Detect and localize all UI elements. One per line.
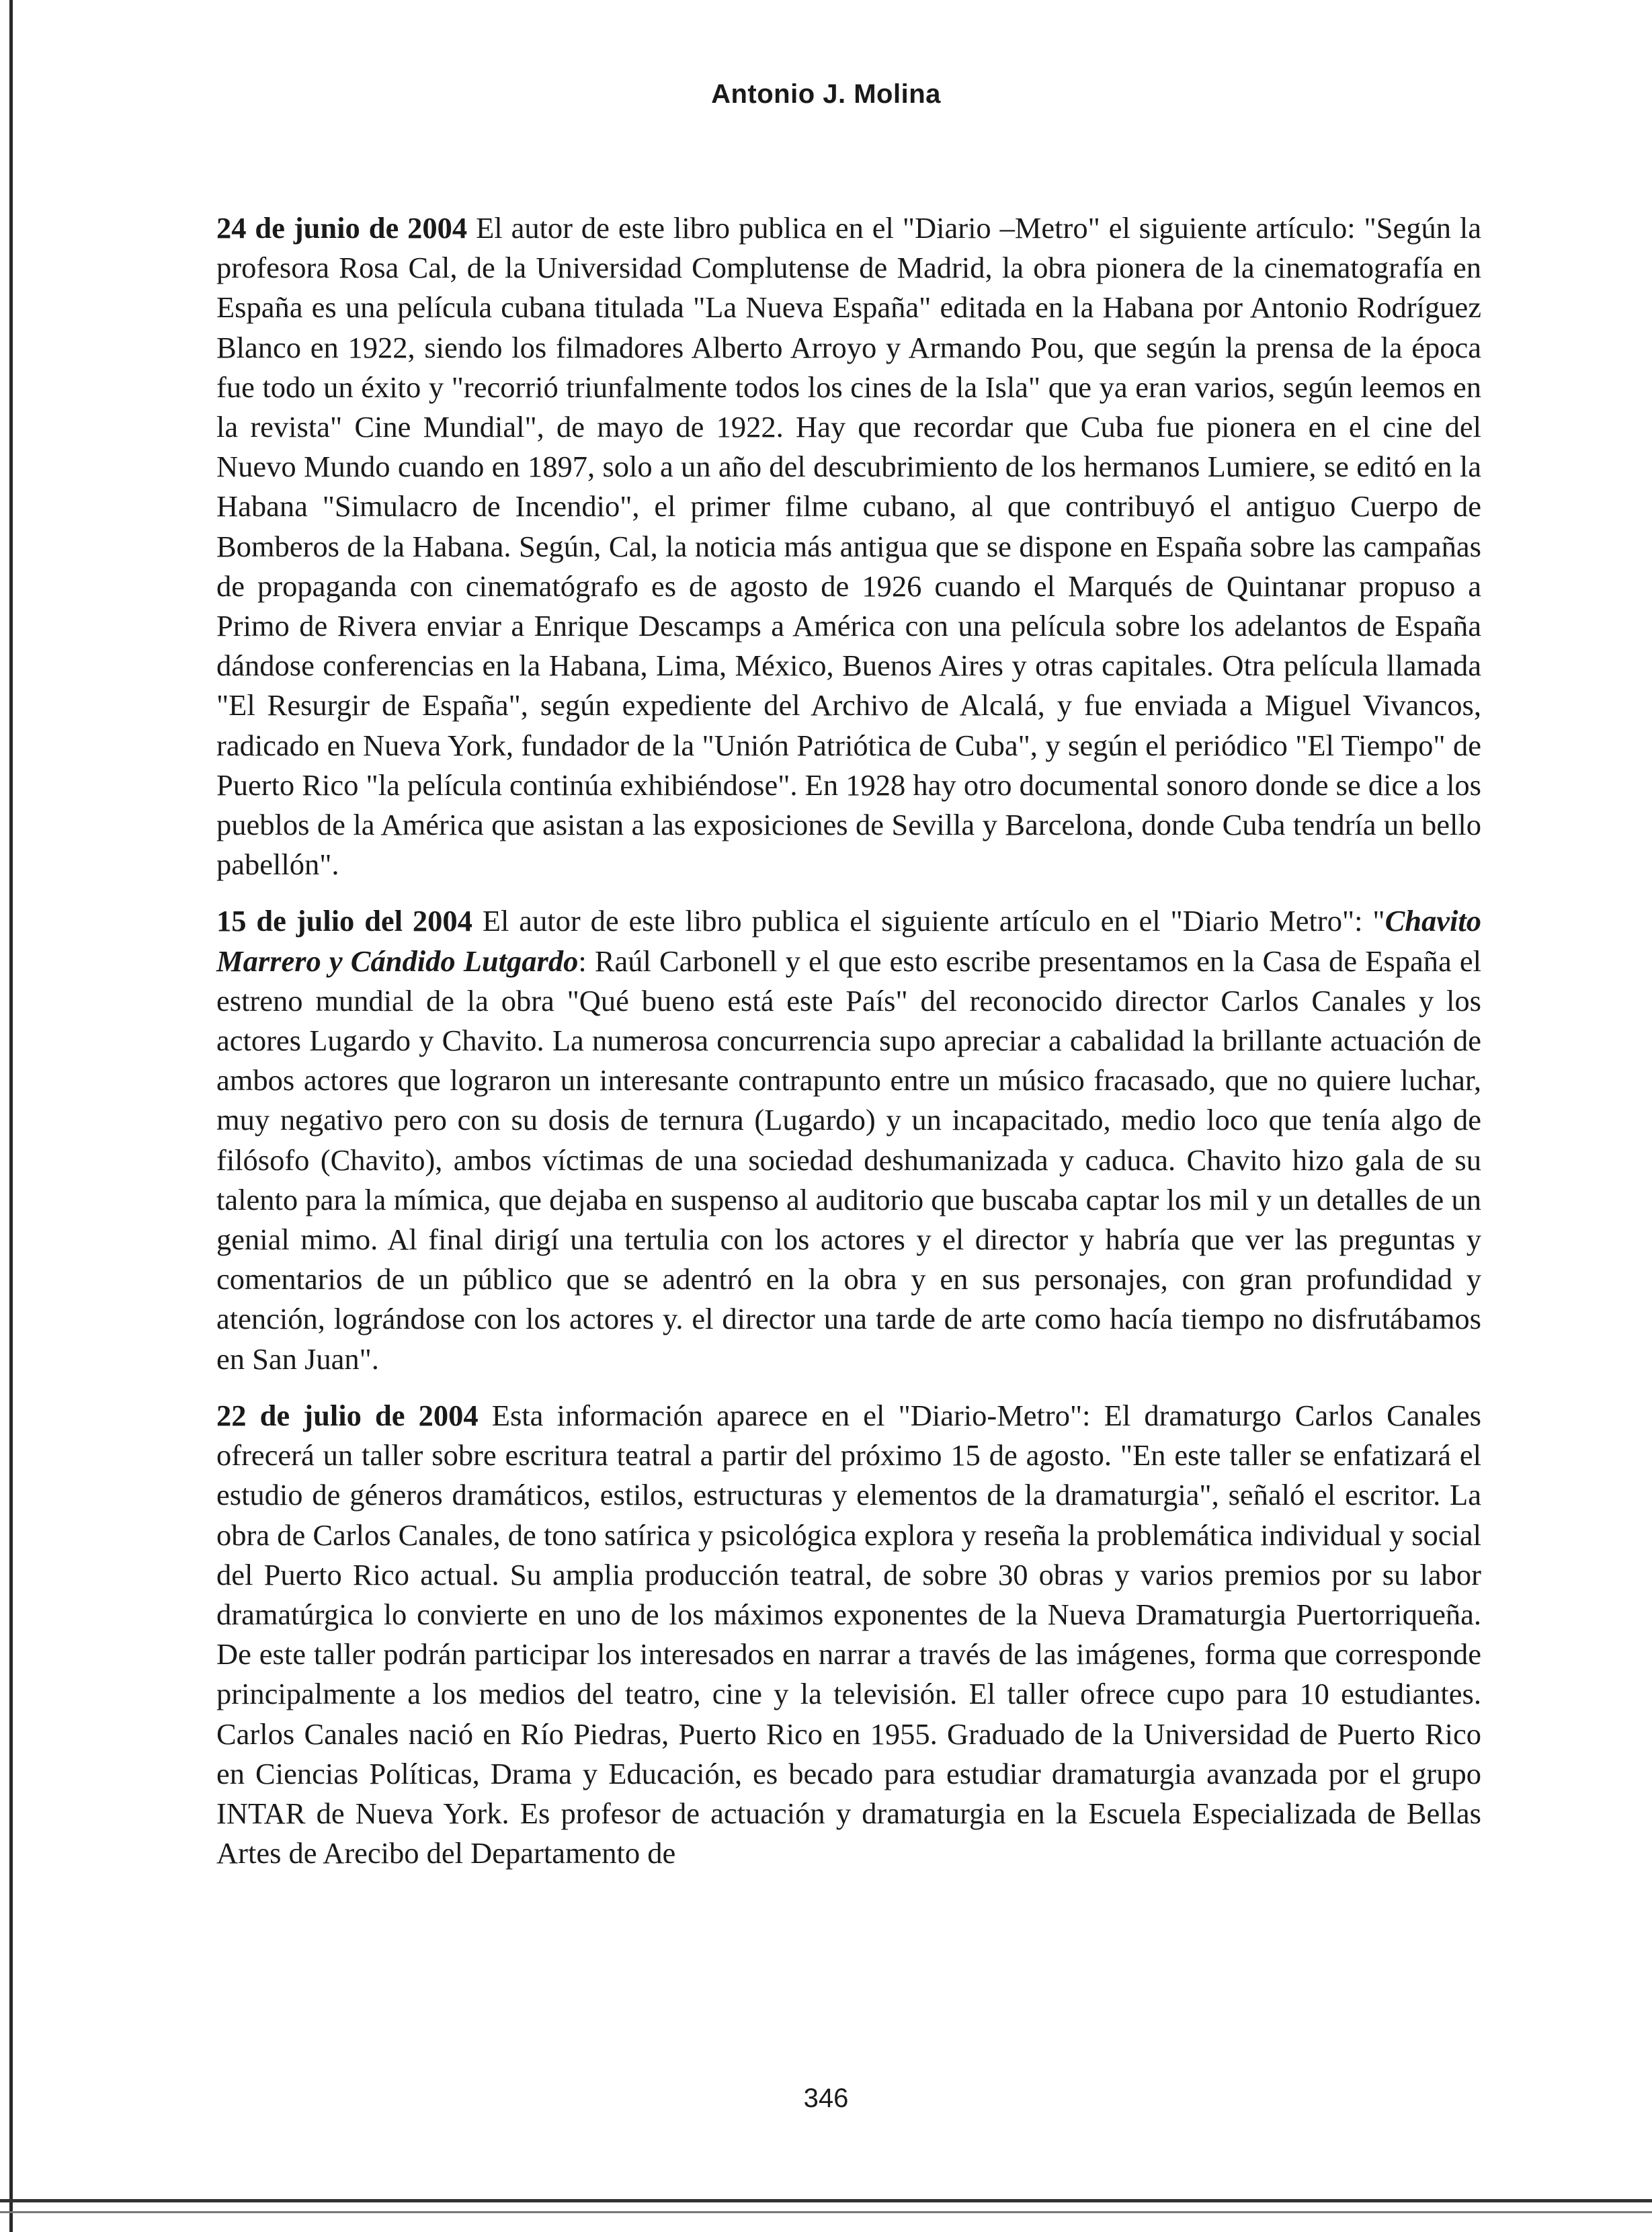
entry-intro: El autor de este libro publica el siguiente artículo en el "Diario Metro": " [482,904,1385,938]
article-title: Chavito Marrero y Cándido Lutgardo [216,904,1481,978]
entry-date: 22 de julio de 2004 [216,1398,479,1432]
entry-paragraph [216,901,1481,1378]
entry-paragraph [216,208,1481,884]
entry-date: 15 de julio del 2004 [216,904,472,938]
scan-border-bottom-secondary [0,2211,1652,2213]
entry-text: : Raúl Carbonell y el que esto escribe presentamos en la Casa de España el estreno mundial de la obra "Qué bueno está este País" del reconocido director Carlos Canales y los actores Lugardo y Chavito. La numerosa concurrencia supo apreciar a cabalidad la brillante actuación de ambos actores que lograron un interesante contrapunto entre un músico fracasado, que no quiere luchar, muy negativo pero con su dosis de ternura (Lugardo) y un incapacitado, medio loco que tenía algo de filósofo (Chavito), ambos víctimas de una sociedad deshumanizada y caduca. Chavito hizo gala de su talento para la mímica, que dejaba en suspenso al auditorio que buscaba captar los mil y un detalles de un genial mimo. Al final dirigí una tertulia con los actores y el director y habría que ver las preguntas y comentarios de un público que se adentró en la obra y en sus personajes, con gran profundidad y atención, lográndose con los actores y. el director una tarde de arte como hacía tiempo no disfrutábamos en San Juan". [216,944,1481,1376]
scan-border-left [9,0,13,2232]
entry-date: 24 de junio de 2004 [216,211,468,245]
scan-border-bottom [0,2199,1652,2202]
page-body [216,208,1481,1890]
entry-paragraph [216,1396,1481,1873]
running-header-author: Antonio J. Molina [711,79,941,109]
entry-text: Esta información aparece en el "Diario-Metro": El dramaturgo Carlos Canales ofrecerá un taller sobre escritura teatral a partir del próximo 15 de agosto. "En este taller se enfatizará el estudio de géneros dramáticos, estilos, estructuras y elementos de la dramaturgia", señaló el escritor. La obra de Carlos Canales, de tono satírica y psicológica explora y reseña la problemática individual y social del Puerto Rico actual. Su amplia producción teatral, de sobre 30 obras y varios premios por su labor dramatúrgica lo convierte en uno de los máximos exponentes de la Nueva Dramaturgia Puertorriqueña. De este taller podrán participar los interesados en narrar a través de las imágenes, forma que corresponde principalmente a los medios del teatro, cine y la televisión. El taller ofrece cupo para 10 estudiantes. Carlos Canales nació en Río Piedras, Puerto Rico en 1955. Graduado de la Universidad de Puerto Rico en Ciencias Políticas, Drama y Educación, es becado para estudiar dramaturgia avanzada por el grupo INTAR de Nueva York. Es profesor de actuación y dramaturgia en la Escuela Especializada de Bellas Artes de Arecibo del Departamento de [216,1398,1482,1870]
entry-text: El autor de este libro publica en el "Diario –Metro" el siguiente artículo: "Según la profesora Rosa Cal, de la Universidad Complutense de Madrid, la obra pionera de la cinematografía en España es una película cubana titulada "La Nueva España" editada en la Habana por Antonio Rodríguez Blanco en 1922, siendo los filmadores Alberto Arroyo y Armando Pou, que según la prensa de la época fue todo un éxito y "recorrió triunfalmente todos los cines de la Isla" que ya eran varios, según leemos en la revista" Cine Mundial", de mayo de 1922. Hay que recordar que Cuba fue pionera en el cine del Nuevo Mundo cuando en 1897, solo a un año del descubrimiento de los hermanos Lumiere, se editó en la Habana "Simulacro de Incendio", el primer filme cubano, al que contribuyó el antiguo Cuerpo de Bomberos de la Habana. Según, Cal, la noticia más antigua que se dispone en España sobre las campañas de propaganda con cinematógrafo es de agosto de 1926 cuando el Marqués de Quintanar propuso a Primo de Rivera enviar a Enrique Descamps a América con una película sobre los adelantos de España dándose conferencias en la Habana, Lima, México, Buenos Aires y otras capitales. Otra película llamada "El Resurgir de España", según expediente del Archivo de Alcalá, y fue enviada a Miguel Vivancos, radicado en Nueva York, fundador de la "Unión Patriótica de Cuba", y según el periódico "El Tiempo" de Puerto Rico "la película continúa exhibiéndose". En 1928 hay otro documental sonoro donde se dice a los pueblos de la América que asistan a las exposiciones de Sevilla y Barcelona, donde Cuba tendría un bello pabellón". [216,211,1482,882]
page-number: 346 [803,2083,849,2113]
